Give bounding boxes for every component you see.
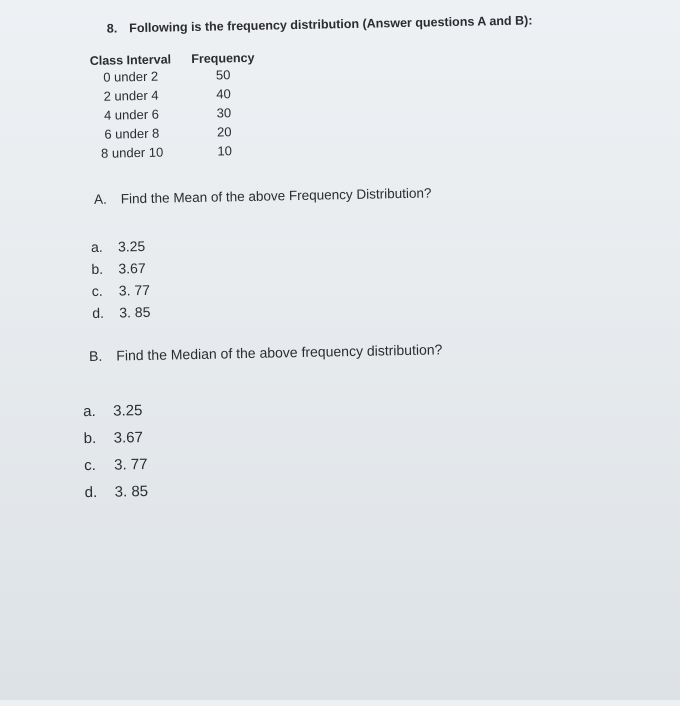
choice-value: 3.25 [112,402,143,420]
choice-option [83,424,147,452]
frequency-table [80,51,267,164]
choice-letter: d. [84,483,98,502]
part-a-question [94,185,432,206]
choice-letter: a. [82,402,96,421]
choice-letter: c. [91,282,103,299]
choice-option [92,279,151,302]
class-interval-cell: 8 under 10 [100,144,164,161]
frequency-cell: 50 [215,67,231,83]
part-a-text: Find the Mean of the above Frequency Distribution? [120,185,432,207]
choice-letter: d. [92,304,105,321]
part-b-text: Find the Median of the above frequency distribution? [116,341,443,364]
choice-letter: c. [84,456,97,475]
question-number: 8. [106,21,118,36]
choice-value: 3. 85 [119,303,151,321]
table-row [82,141,267,164]
frequency-cell: 10 [217,143,233,159]
choice-value: 3.67 [118,259,146,277]
class-interval-cell: 4 under 6 [103,106,160,123]
question-header [107,13,533,35]
choice-value: 3. 77 [114,455,148,474]
choice-value: 3.67 [113,429,144,447]
choice-value: 3. 85 [114,482,149,501]
choice-option [91,257,150,280]
choice-letter: b. [83,429,97,448]
frequency-cell: 40 [216,86,231,102]
part-b-choices [83,397,148,506]
part-b-letter: B. [88,347,103,365]
choice-letter: b. [91,260,104,277]
choice-option [92,301,151,324]
class-interval-cell: 6 under 8 [104,125,160,142]
part-b-question [89,341,443,364]
class-interval-cell: 2 under 4 [103,87,159,104]
frequency-cell: 30 [216,105,232,121]
part-a-letter: A. [93,191,107,207]
choice-value: 3. 77 [118,281,151,299]
frequency-cell: 20 [216,124,232,140]
header-frequency: Frequency [191,50,255,67]
choice-letter: a. [90,238,103,255]
choice-option [84,451,148,479]
choice-option [84,478,148,506]
question-text: Following is the frequency distribution (Answer questions A and B): [129,13,533,36]
header-class-interval: Class Interval [89,52,172,68]
choice-option [91,235,150,258]
choice-option [83,397,147,425]
class-interval-cell: 0 under 2 [103,68,159,85]
part-a-choices [91,235,151,324]
choice-value: 3.25 [117,237,146,255]
